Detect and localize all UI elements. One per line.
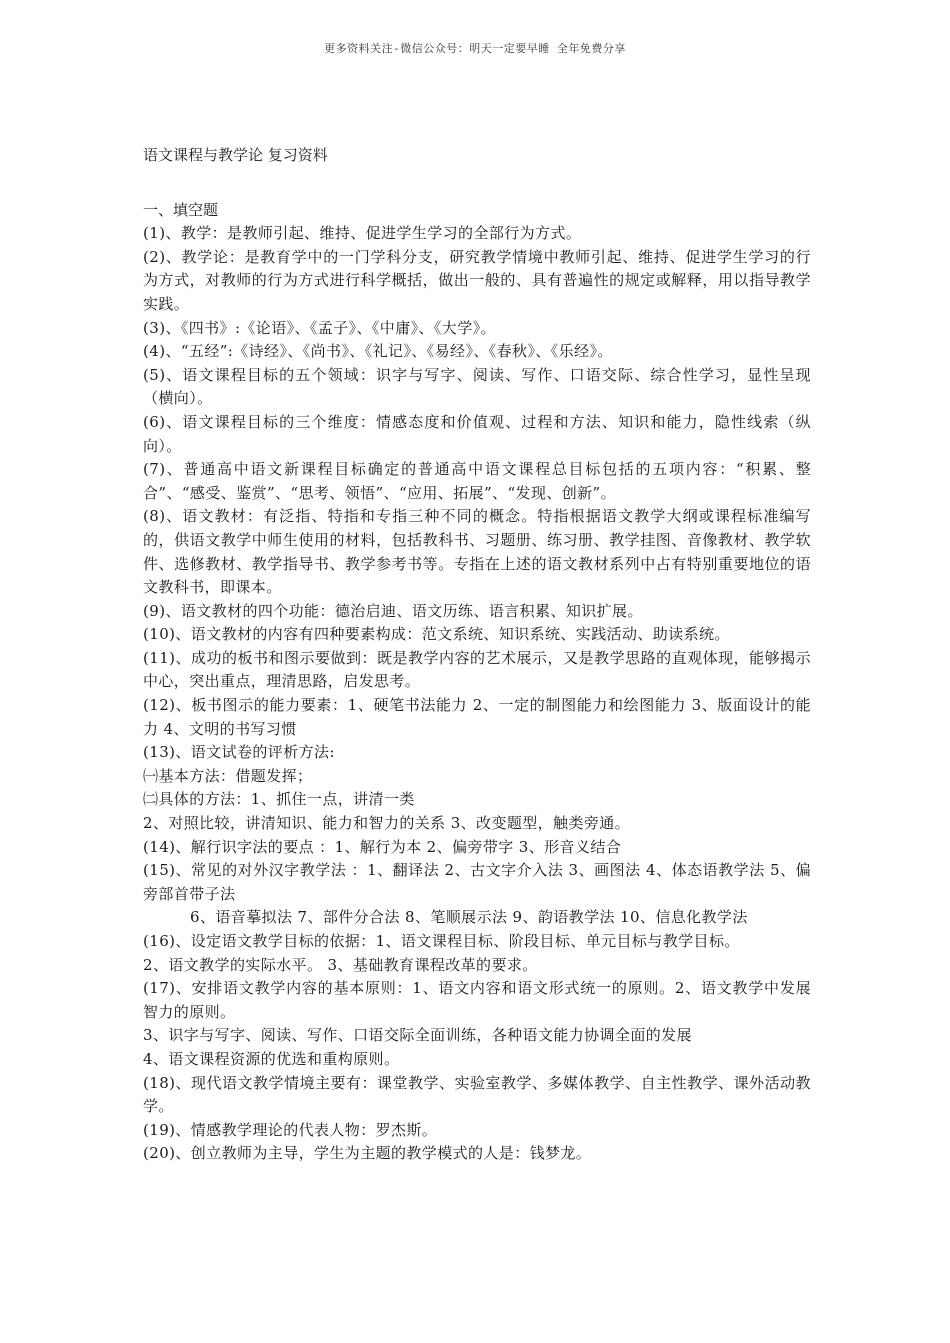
paragraph-13: (13)、语文试卷的评析方法: [143,743,335,762]
document-body [143,144,811,1166]
paragraph-14: (14)、解行识字法的要点 ：1、解行为本 2、偏旁带字 3、形音义结合 [143,837,622,856]
paragraph-16-continued: 2、语文教学的实际水平。 3、基础教育课程改革的要求。 [143,955,538,974]
paragraph-16: (16)、设定语文教学目标的依据：1、语文课程目标、阶段目标、单元目标与教学目标。 [143,932,740,950]
paragraph-13-specific-method: ㈡具体的方法：1、抓住一点，讲清一类 [143,790,415,809]
paragraph-12: (12)、板书图示的能力要素：1、硬笔书法能力 2、一定的制图能力和绘图能力 3、版面设计的能力 4、文明的书写习惯 [143,696,811,738]
paragraph-13-continued: 2、对照比较，讲清知识、能力和智力的关系 3、改变题型，触类旁通。 [143,814,631,833]
paragraph-11: (11)、成功的板书和图示要做到：既是教学内容的艺术展示，又是教学思路的直观体现，能够揭示中心，突出重点，理清思路，启发思考。 [143,648,811,691]
paragraph-6: (6)、语文课程目标的三个维度：情感态度和价值观、过程和方法、知识和能力，隐性线索（纵向）。 [143,412,811,455]
document-title: 语文课程与教学论 复习资料 [143,146,328,164]
paragraph-13-basic-method: ㈠基本方法：借题发挥； [143,766,313,785]
paragraph-8: (8)、语文教材：有泛指、特指和专指三种不同的概念。特指根据语文教学大纲或课程标准编写的，供语文教学中师生使用的材料，包括教科书、习题册、练习册、教学挂图、音像教材、教学软件、选修教材、教学指导书、教学参考书等。专指在上述的语文教材系列中占有特别重要地位的语文教科书，即课本。 [143,507,811,597]
paragraph-5: (5)、语文课程目标的五个领域：识字与写字、阅读、写作、口语交际、综合性学习，显性呈现（横向）。 [143,365,811,408]
paragraph-17: (17)、安排语文教学内容的基本原则：1、语文内容和语文形式统一的原则。2、语文教学中发展智力的原则。 [143,979,811,1021]
paragraph-17-item-4: 4、语文课程资源的优选和重构原则。 [143,1049,400,1068]
paragraph-20: (20)、创立教师为主导，学生为主题的教学模式的人是：钱梦龙。 [143,1144,592,1163]
paragraph-9: (9)、语文教材的四个功能：德治启迪、语文历练、语言积累、知识扩展。 [143,601,643,620]
paragraph-10: (10)、语文教材的内容有四种要素构成：范文系统、知识系统、实践活动、助读系统。 [143,625,730,644]
paragraph-17-item-3: 3、识字与写字、阅读、写作、口语交际全面训练，各种语文能力协调全面的发展 [143,1026,692,1045]
paragraph-1: (1)、教学：是教师引起、维持、促进学生学习的全部行为方式。 [143,224,582,243]
paragraph-19: (19)、情感教学理论的代表人物：罗杰斯。 [143,1120,438,1139]
section-title: 一、填空题 [143,200,219,219]
paragraph-2: (2)、教学论：是教育学中的一门学科分支，研究教学情境中教师引起、维持、促进学生学习的行为方式，对教师的行为方式进行科学概括，做出一般的、具有普遍性的规定或解释，用以指导教学实践。 [143,247,811,313]
paragraph-15: (15)、常见的对外汉字教学法 ：1、翻译法 2、古文字介入法 3、画图法 4、体态语教学法 5、偏旁部首带子法 [143,861,811,903]
paragraph-18: (18)、现代语文教学情境主要有：课堂教学、实验室教学、多媒体教学、自主性教学、课外活动教学。 [143,1073,811,1116]
paragraph-15-continued: 6、语音摹拟法 7、部件分合法 8、笔顺展示法 9、韵语教学法 10、信息化教学法 [190,908,748,927]
header-note: 更多资料关注-微信公众号：明天一定要早睡 全年免费分享 [324,42,626,55]
paragraph-3: (3)、《四书》:《论语》、《孟子》、《中庸》、《大学》。 [143,318,496,337]
paragraph-4: (4)、“五经”:《诗经》、《尚书》、《礼记》、《易经》、《春秋》、《乐经》。 [143,342,613,361]
paragraph-7: (7)、普通高中语文新课程目标确定的普通高中语文课程总目标包括的五项内容：“积累、整合”、“感受、鉴赏”、“思考、领悟”、“应用、拓展”、“发现、创新”。 [143,460,811,502]
